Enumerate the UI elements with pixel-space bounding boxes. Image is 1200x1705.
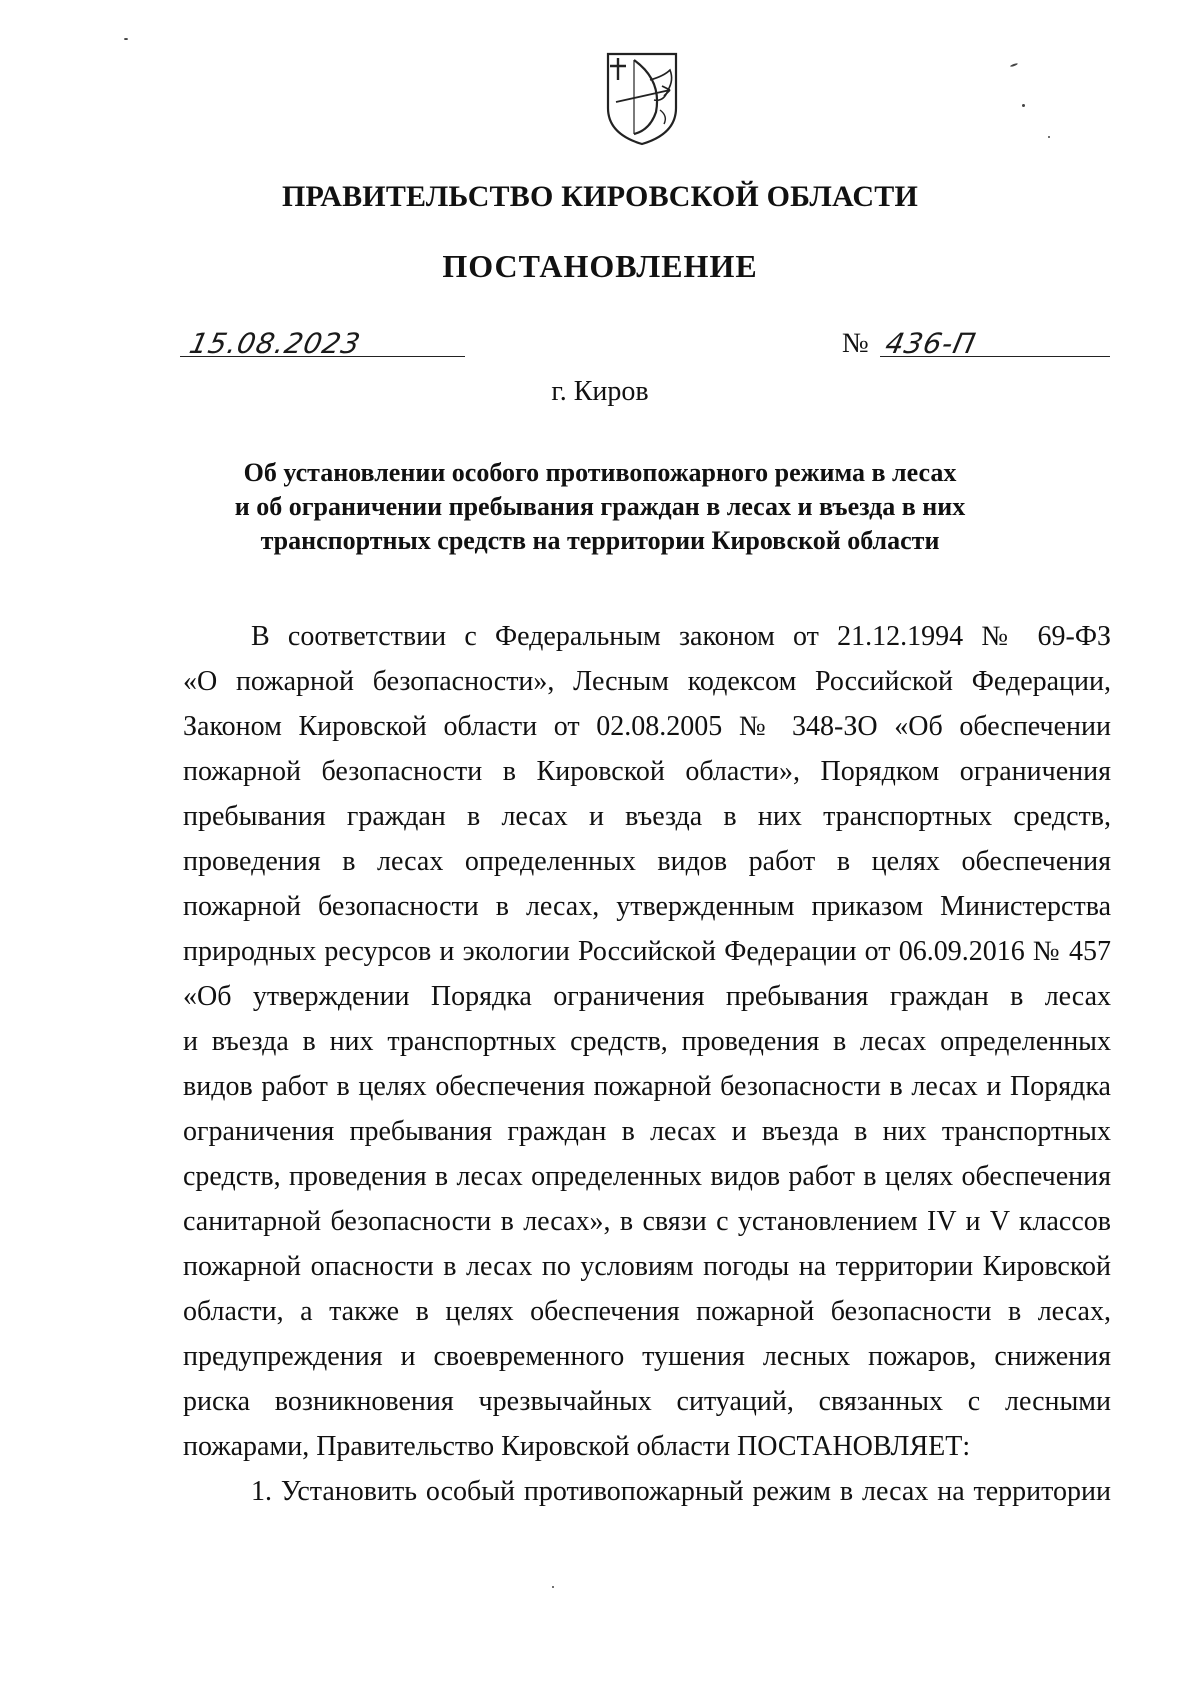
- coat-of-arms-icon: [604, 50, 680, 146]
- number-label: №: [842, 328, 869, 359]
- title-line: и об ограничении пребывания граждан в лесах и въезда в них: [234, 492, 966, 521]
- title-line: Об установлении особого противопожарного режима в лесах: [243, 458, 957, 487]
- body-line: пребывания граждан в лесах и въезда в них транспортных средств,: [183, 801, 1111, 832]
- document-title: [150, 456, 1050, 558]
- body-line: области, а также в целях обеспечения пожарной безопасности в лесах,: [183, 1296, 1111, 1327]
- body-line: пожарной безопасности в Кировской области», Порядком ограничения: [183, 756, 1111, 787]
- document-type: ПОСТАНОВЛЕНИЕ: [442, 248, 758, 284]
- body-line: пожарной безопасности в лесах, утвержденным приказом Министерства: [183, 891, 1111, 922]
- title-line: транспортных средств на территории Кировской области: [260, 526, 940, 555]
- handwritten-number: 436-П: [882, 327, 980, 360]
- body-line: «Об утверждении Порядка ограничения пребывания граждан в лесах: [183, 981, 1111, 1012]
- body-line: 1. Установить особый противопожарный режим в лесах на территории: [251, 1476, 1111, 1507]
- scan-speck: [1048, 136, 1050, 138]
- body-line: предупреждения и своевременного тушения лесных пожаров, снижения: [183, 1341, 1111, 1372]
- organization-name: ПРАВИТЕЛЬСТВО КИРОВСКОЙ ОБЛАСТИ: [282, 180, 918, 213]
- scan-speck: [1022, 104, 1025, 107]
- body-line: риска возникновения чрезвычайных ситуаций, связанных с лесными: [183, 1386, 1111, 1417]
- body-line: ограничения пребывания граждан в лесах и въезда в них транспортных: [183, 1116, 1111, 1147]
- scan-speck: [1010, 63, 1018, 68]
- body-line: «О пожарной безопасности», Лесным кодексом Российской Федерации,: [183, 666, 1111, 697]
- body-line: и въезда в них транспортных средств, проведения в лесах определенных: [183, 1026, 1111, 1057]
- scan-speck: [124, 38, 128, 40]
- body-line: В соответствии с Федеральным законом от 21.12.1994 № 69-ФЗ: [251, 621, 1111, 652]
- body-line: пожарной опасности в лесах по условиям погоды на территории Кировской: [183, 1251, 1111, 1282]
- body-line: видов работ в целях обеспечения пожарной безопасности в лесах и Порядка: [183, 1071, 1111, 1102]
- body-line: проведения в лесах определенных видов работ в целях обеспечения: [183, 846, 1111, 877]
- city-name: г. Киров: [551, 376, 649, 407]
- number-field: [880, 322, 1110, 360]
- body-line: средств, проведения в лесах определенных видов работ в целях обеспечения: [183, 1161, 1111, 1192]
- date-field: [180, 322, 465, 360]
- body-line: санитарной безопасности в лесах», в связи с установлением IV и V классов: [183, 1206, 1111, 1237]
- handwritten-date: 15.08.2023: [186, 327, 364, 360]
- scan-speck: [552, 1586, 554, 1588]
- body-line: пожарами, Правительство Кировской области ПОСТАНОВЛЯЕТ:: [183, 1431, 971, 1462]
- document-body: [183, 614, 1111, 1514]
- body-line: Законом Кировской области от 02.08.2005 № 348-ЗО «Об обеспечении: [183, 711, 1111, 742]
- body-line: природных ресурсов и экологии Российской Федерации от 06.09.2016 № 457: [183, 936, 1111, 967]
